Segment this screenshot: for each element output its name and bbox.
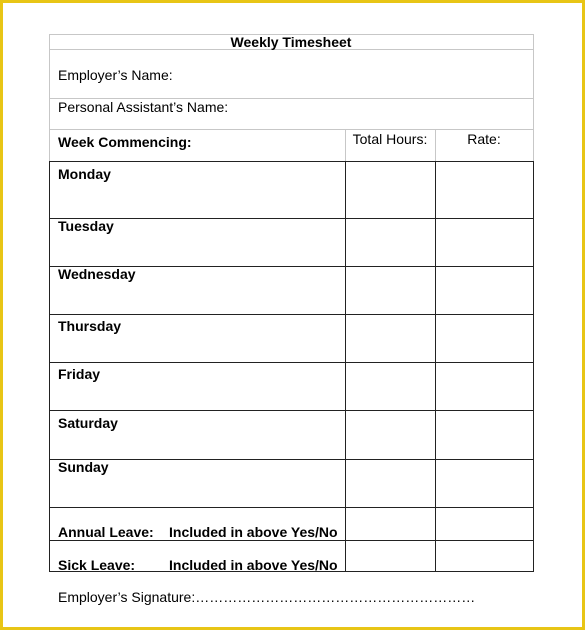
day-label-wednesday: Wednesday — [58, 266, 136, 282]
day-label-thursday: Thursday — [58, 318, 122, 334]
hours-cell-thursday[interactable] — [346, 315, 434, 362]
day-label-sunday: Sunday — [58, 459, 109, 475]
timesheet-title: Weekly Timesheet — [230, 34, 352, 50]
employer-signature-line: Employer’s Signature:…………………………………………………… — [58, 589, 476, 605]
rate-cell-tuesday[interactable] — [436, 219, 532, 266]
annual-leave-label: Annual Leave: — [58, 524, 154, 540]
hours-cell-saturday[interactable] — [346, 411, 434, 459]
day-label-tuesday: Tuesday — [58, 218, 114, 234]
grid-line — [49, 129, 533, 130]
assistant-name-field[interactable] — [239, 100, 525, 127]
assistant-name-label: Personal Assistant’s Name: — [58, 99, 229, 115]
rate-cell-monday[interactable] — [436, 162, 532, 218]
grid-line — [533, 161, 534, 572]
day-label-saturday: Saturday — [58, 415, 118, 431]
hours-cell-tuesday[interactable] — [346, 219, 434, 266]
hours-cell-wednesday[interactable] — [346, 267, 434, 314]
employer-name-label: Employer’s Name: — [58, 67, 173, 83]
employer-name-field[interactable] — [189, 52, 525, 96]
day-label-friday: Friday — [58, 366, 101, 382]
hours-cell-sunday[interactable] — [346, 460, 434, 507]
grid-line — [49, 161, 50, 572]
day-label-monday: Monday — [58, 166, 111, 182]
sick-leave-label: Sick Leave: — [58, 557, 136, 573]
grid-line — [49, 34, 50, 161]
rate-cell-thursday[interactable] — [436, 315, 532, 362]
annual-leave-included: Included in above Yes/No — [169, 524, 338, 540]
rate-cell-sick-leave[interactable] — [436, 541, 532, 571]
total-hours-header: Total Hours: — [352, 131, 428, 147]
hours-cell-sick-leave[interactable] — [346, 541, 434, 571]
rate-cell-wednesday[interactable] — [436, 267, 532, 314]
hours-cell-friday[interactable] — [346, 363, 434, 410]
rate-cell-saturday[interactable] — [436, 411, 532, 459]
hours-cell-monday[interactable] — [346, 162, 434, 218]
rate-cell-annual-leave[interactable] — [436, 508, 532, 540]
rate-cell-sunday[interactable] — [436, 460, 532, 507]
week-commencing-label: Week Commencing: — [58, 134, 192, 150]
rate-header: Rate: — [467, 131, 501, 147]
hours-cell-annual-leave[interactable] — [346, 508, 434, 540]
sick-leave-included: Included in above Yes/No — [169, 557, 338, 573]
grid-line — [533, 34, 534, 161]
rate-cell-friday[interactable] — [436, 363, 532, 410]
